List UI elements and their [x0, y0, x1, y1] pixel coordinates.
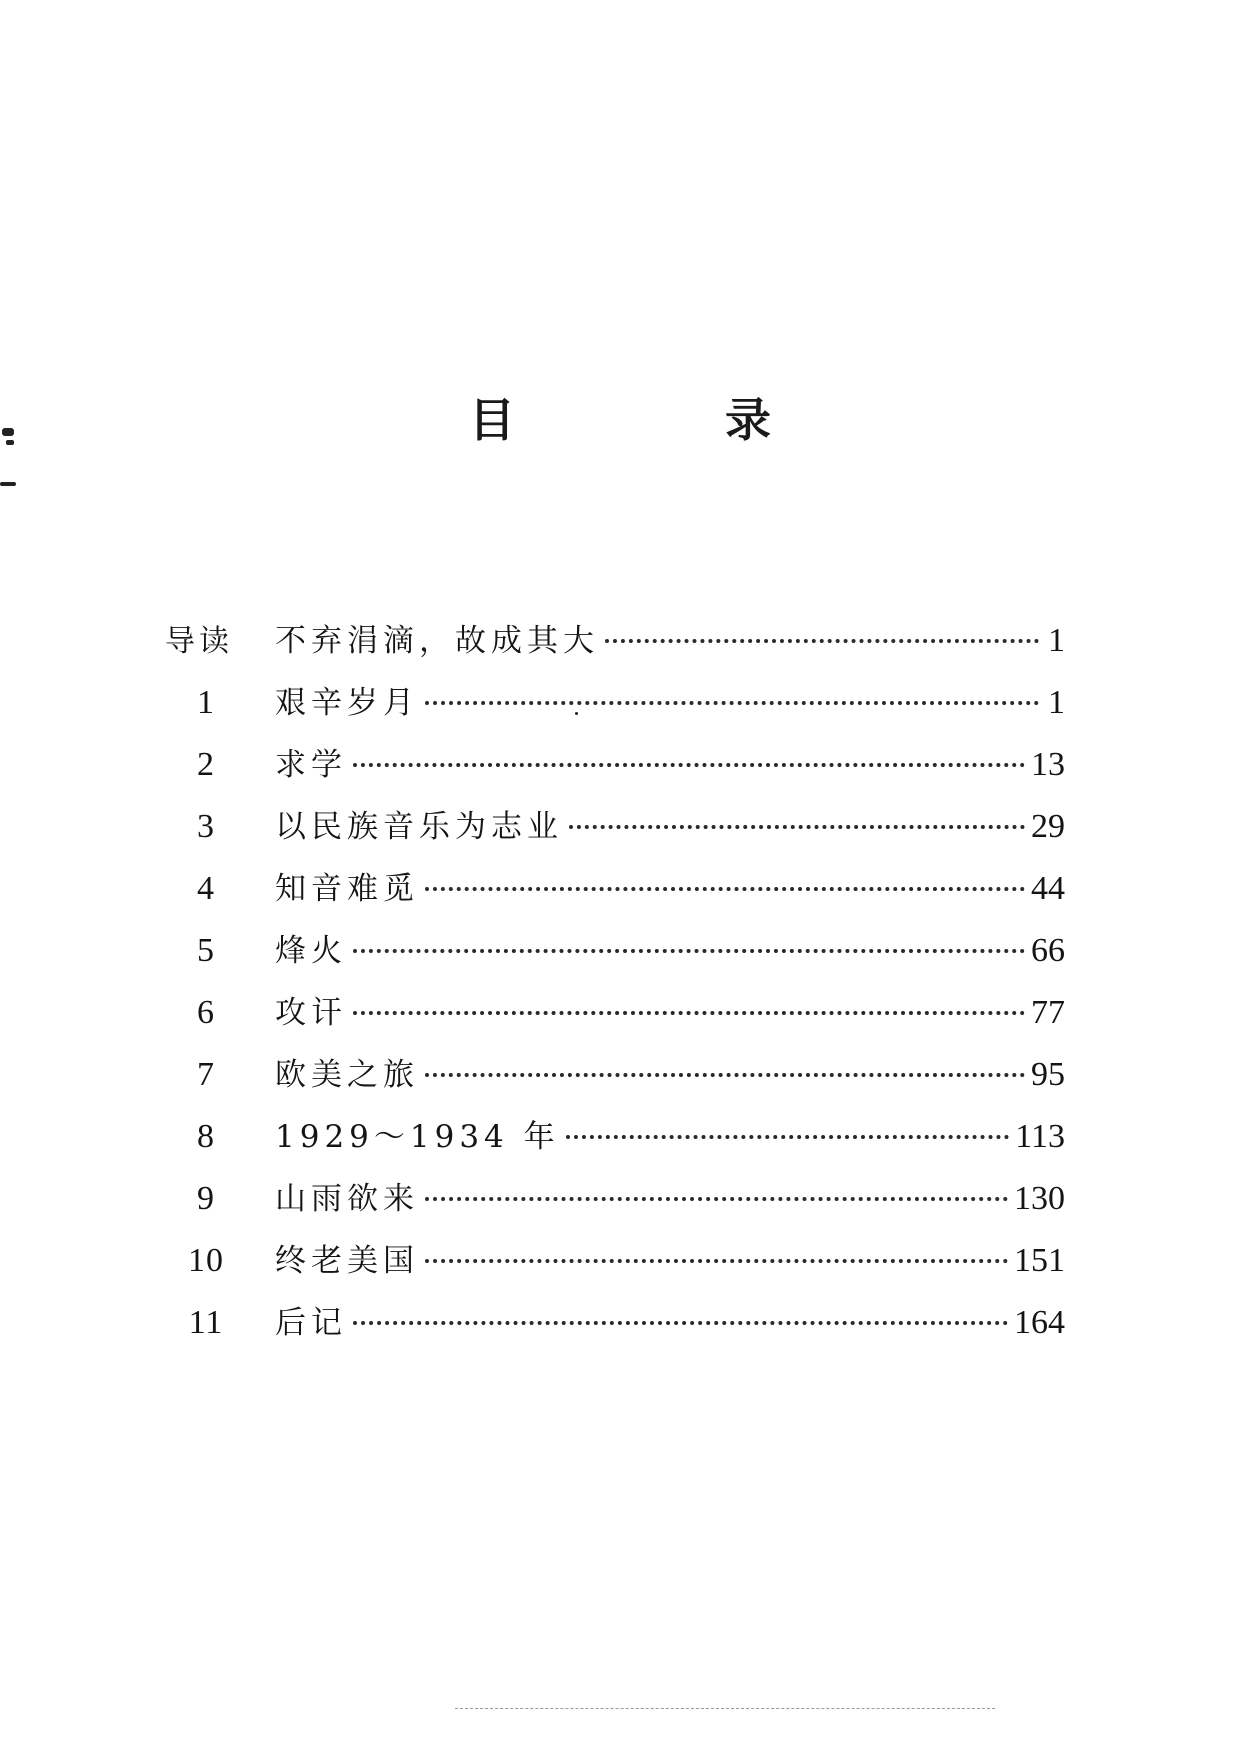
- toc-entry[interactable]: [165, 734, 1065, 796]
- toc-entry-number: 9: [197, 1180, 215, 1217]
- toc-entry-page: 113: [1015, 1118, 1065, 1155]
- toc-entry-page: 151: [1014, 1242, 1065, 1279]
- toc-entry-title: 艰辛岁月: [275, 685, 419, 721]
- toc-entry-title: 求学: [275, 747, 347, 783]
- toc-entry-title: 知音难觅: [275, 871, 419, 907]
- toc-entry[interactable]: [165, 1292, 1065, 1354]
- toc-entry-page: 1: [1048, 684, 1065, 721]
- dot-leader: [353, 1010, 1025, 1015]
- dot-leader: [425, 1072, 1025, 1077]
- scan-speck: [0, 482, 16, 486]
- toc-entry-title: 以民族音乐为志业: [275, 809, 563, 845]
- toc-entry-title: 烽火: [275, 933, 347, 969]
- toc-entry[interactable]: [165, 920, 1065, 982]
- toc-entry-number: 1: [197, 684, 215, 721]
- scan-speck: [2, 428, 14, 436]
- toc-entry-page: 66: [1031, 932, 1065, 969]
- toc-entry[interactable]: [165, 982, 1065, 1044]
- toc-entry-page: 95: [1031, 1056, 1065, 1093]
- toc-entry-number: 导读: [165, 624, 233, 659]
- dot-leader: [605, 638, 1039, 643]
- toc-entry-number: 10: [188, 1242, 224, 1279]
- toc-entry-number: 7: [197, 1056, 215, 1093]
- scan-speck: [6, 440, 14, 445]
- dot-leader: [425, 700, 1039, 705]
- toc-entry[interactable]: [165, 796, 1065, 858]
- dot-leader: [353, 762, 1025, 767]
- table-of-contents: [165, 610, 1065, 1354]
- toc-entry-page: 130: [1014, 1180, 1065, 1217]
- dot-leader: [425, 886, 1025, 891]
- toc-entry-number: 4: [197, 870, 215, 907]
- toc-entry-page: 29: [1031, 808, 1065, 845]
- dot-leader: [566, 1134, 1010, 1139]
- toc-entry[interactable]: [165, 1106, 1065, 1168]
- toc-entry-title: 山雨欲来: [275, 1181, 419, 1217]
- toc-entry-number: 2: [197, 746, 215, 783]
- scan-edge-line: [455, 1708, 995, 1709]
- toc-entry[interactable]: [165, 610, 1065, 672]
- toc-entry-page: 13: [1031, 746, 1065, 783]
- toc-entry-title: 攻讦: [275, 995, 347, 1031]
- toc-entry-number: 11: [188, 1304, 224, 1341]
- toc-entry-title: 不弃涓滴，故成其大: [275, 623, 599, 659]
- toc-entry-number: 5: [197, 932, 215, 969]
- toc-entry[interactable]: [165, 1230, 1065, 1292]
- toc-entry-title: 欧美之旅: [275, 1057, 419, 1093]
- dot-leader: [353, 1320, 1008, 1325]
- scan-speck: [575, 712, 578, 715]
- dot-leader: [425, 1258, 1008, 1263]
- toc-entry[interactable]: [165, 1044, 1065, 1106]
- toc-entry-page: 44: [1031, 870, 1065, 907]
- dot-leader: [569, 824, 1025, 829]
- dot-leader: [425, 1196, 1008, 1201]
- toc-entry[interactable]: [165, 1168, 1065, 1230]
- toc-entry-page: 1: [1048, 622, 1065, 659]
- toc-entry-title: 后记: [275, 1305, 347, 1341]
- toc-entry-page: 77: [1031, 994, 1065, 1031]
- toc-entry-page: 164: [1014, 1304, 1065, 1341]
- toc-entry-title: 终老美国: [275, 1243, 419, 1279]
- toc-entry-number: 8: [197, 1118, 215, 1155]
- page-title: 目 录: [469, 393, 853, 447]
- dot-leader: [353, 948, 1025, 953]
- toc-entry-title: 1929～1934 年: [275, 1119, 560, 1155]
- toc-entry[interactable]: [165, 672, 1065, 734]
- toc-entry-number: 6: [197, 994, 215, 1031]
- toc-entry-number: 3: [197, 808, 215, 845]
- toc-entry[interactable]: [165, 858, 1065, 920]
